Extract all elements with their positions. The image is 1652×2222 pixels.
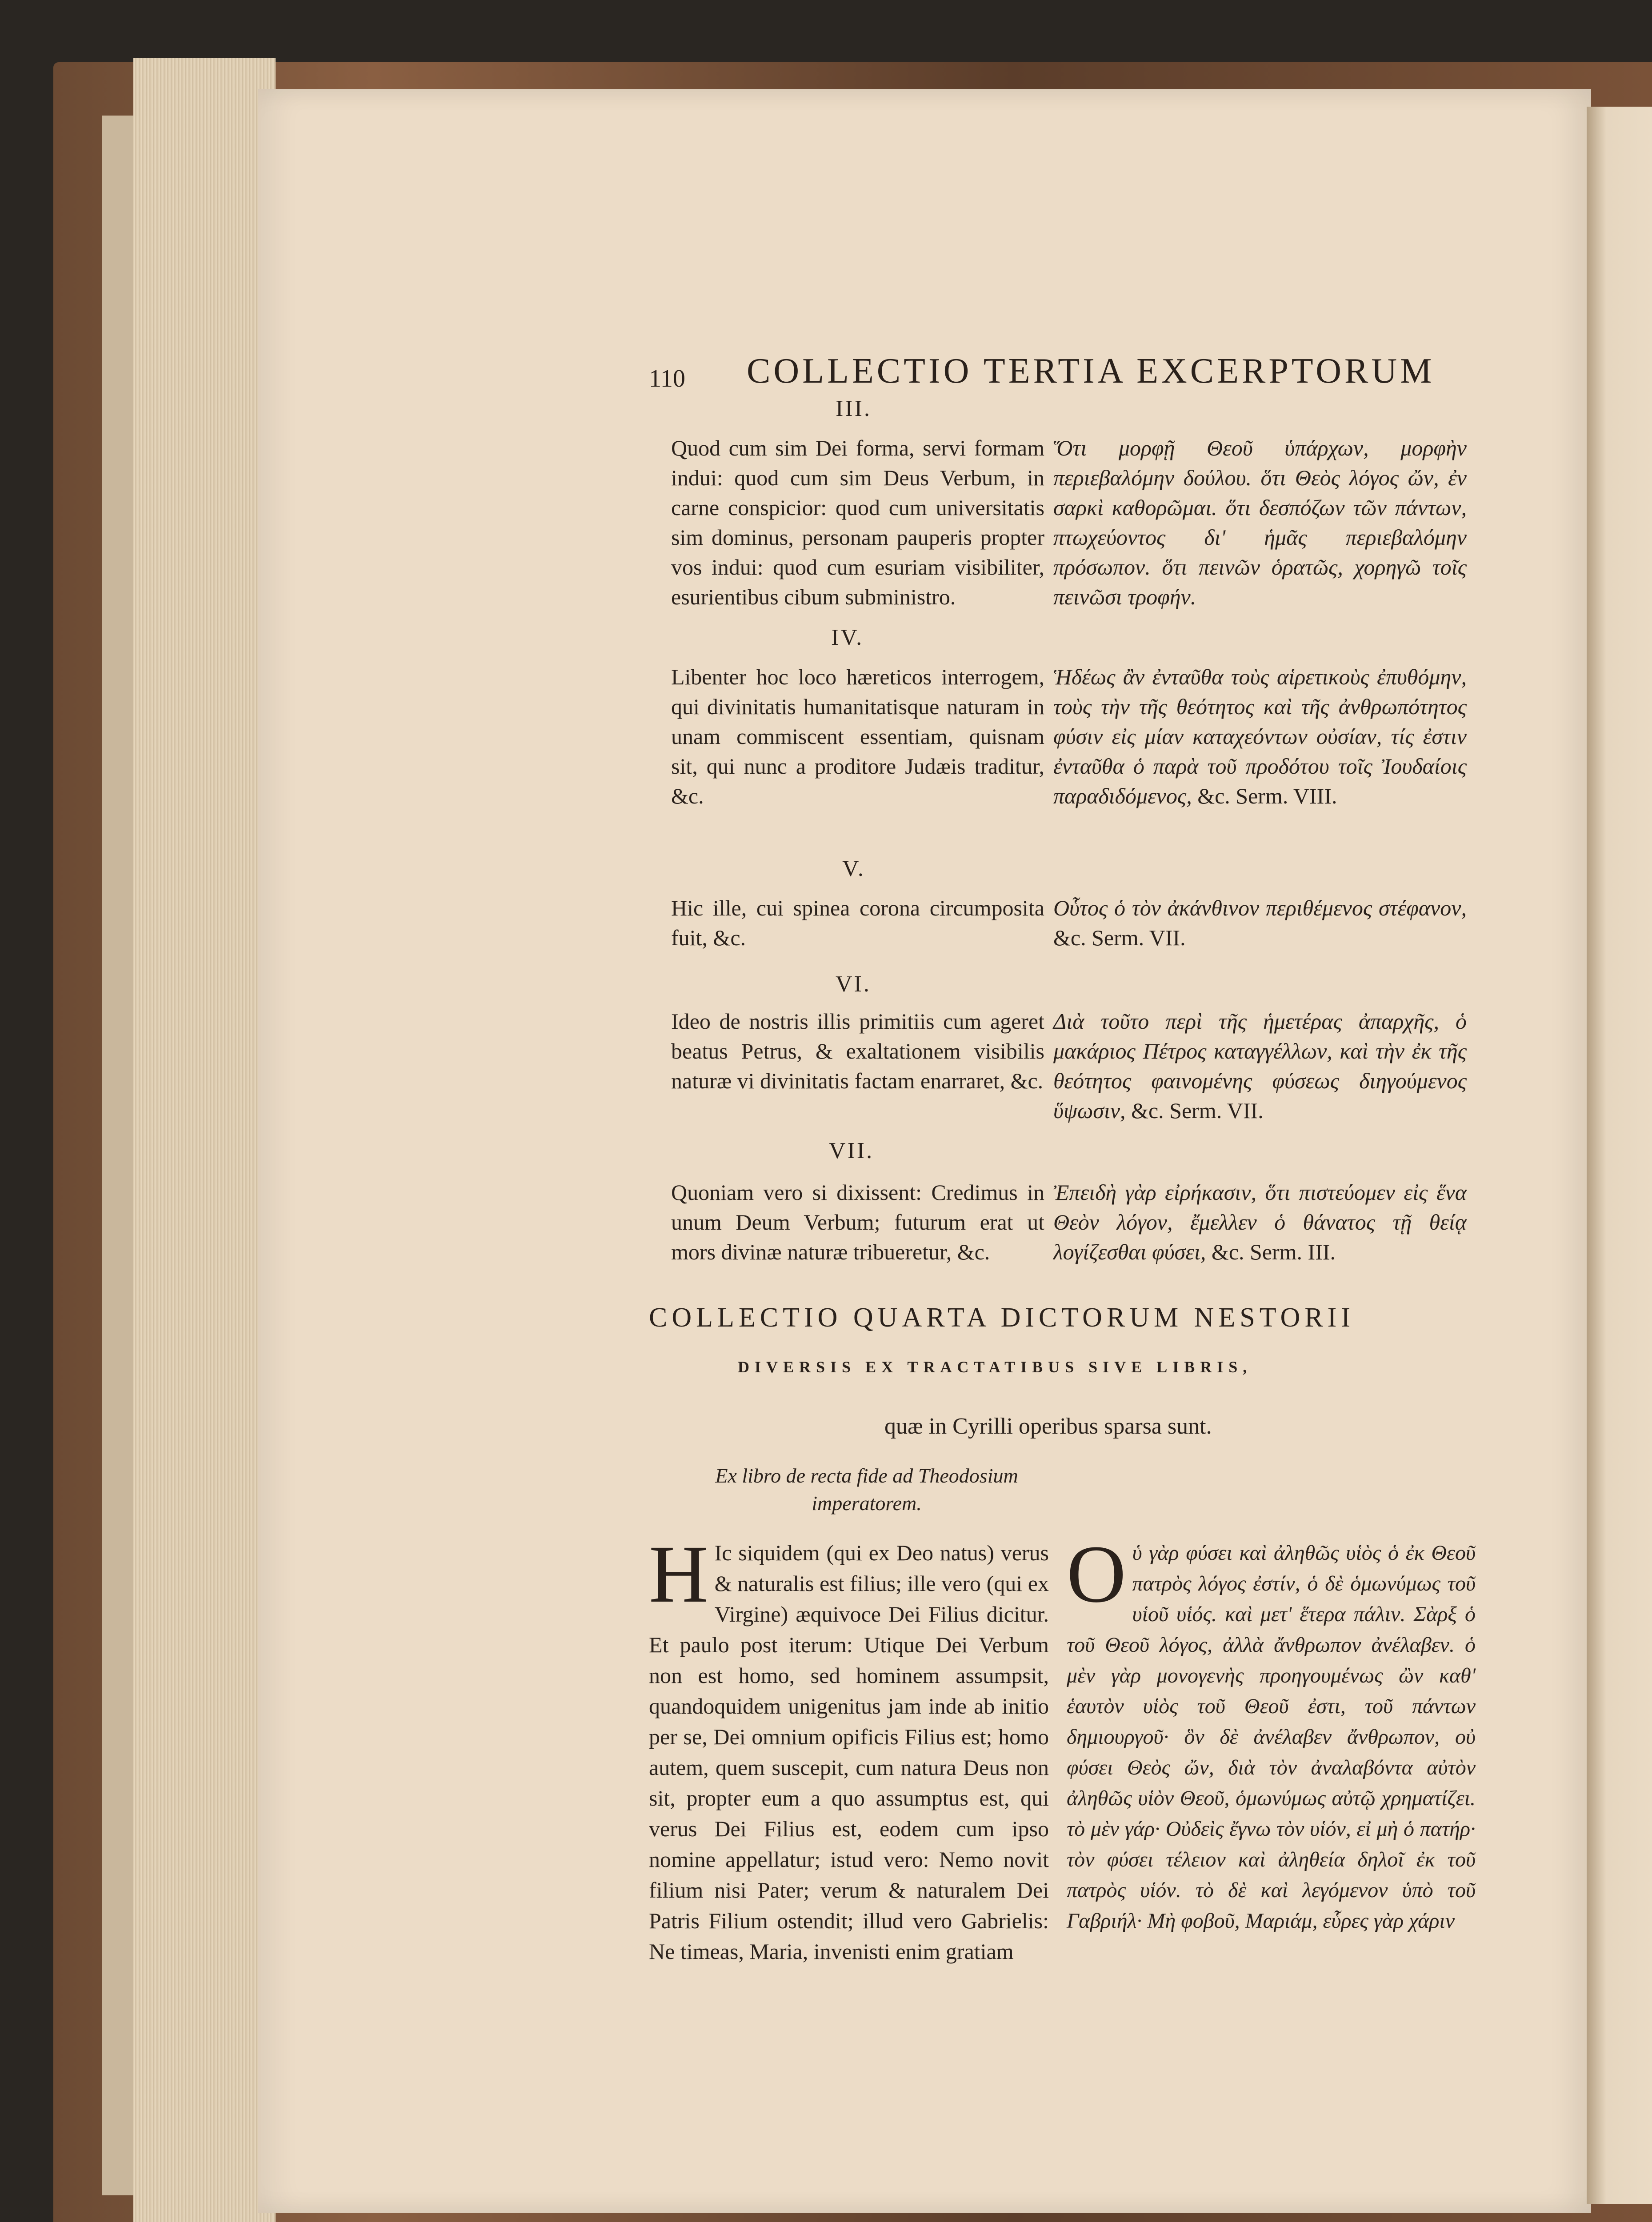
drop-cap-greek: O bbox=[1067, 1529, 1126, 1620]
facing-page-edge bbox=[1587, 107, 1652, 2204]
section-numeral: VII. bbox=[829, 1138, 874, 1163]
greek-text: Ἐπειδὴ γὰρ εἰρήκασιν, ὅτι πιστεύομεν εἰς ἕνα Θεὸν λόγον, ἔμελλεν ὁ θάνατος τῇ θείᾳ λογίζεσθαι φύσει, &c. Serm. III. bbox=[1053, 1180, 1467, 1264]
greek-text: Ὅτι μορφῇ Θεοῦ ὑπάρχων, μορφὴν περιεβαλόμην δούλου. ὅτι Θεὸς λόγος ὤν, ἐν σαρκὶ καθορῶμαι. ὅτι δεσπόζων τῶν πάντων, πτωχεύοντος δι' ἡμᾶς περιεβαλόμην πρόσωπον. ὅτι πεινῶν ὁρατῶς, χορηγῶ τοῖς πεινῶσι τροφήν. bbox=[1053, 436, 1467, 609]
latin-text: Ideo de nostris illis primitiis cum ageret beatus Petrus, & exaltationem visibilis naturæ vi divinitatis factam enarraret, &c. bbox=[671, 1009, 1044, 1093]
greek-text: Ἡδέως ἂν ἐνταῦθα τοὺς αἱρετικοὺς ἐπυθόμην, τοὺς τὴν τῆς θεότητος καὶ τῆς ἀνθρωπότητος φύσιν εἰς μίαν καταχεόντων οὐσίαν, τίς ἐστιν ἐνταῦθα ὁ παρὰ τοῦ προδότου τοῖς Ἰουδαίοις παραδιδόμενος, &c. Serm. VIII. bbox=[1053, 664, 1467, 808]
greek-main-text: O ὑ γὰρ φύσει καὶ ἀληθῶς υἱὸς ὁ ἐκ Θεοῦ πατρὸς λόγος ἐστίν, ὁ δὲ ὁμωνύμως τοῦ υἱοῦ υἱός. καὶ μετ' ἕτερα πάλιν. Σὰρξ ὁ τοῦ Θεοῦ λόγος, ἀλλὰ ἄνθρωπον ἀνέλαβεν. ὁ μὲν γὰρ μονογενὴς προηγουμένως ὢν καθ' ἑαυτὸν υἱὸς τοῦ Θεοῦ ἐστι, τοῦ πάντων δημιουργοῦ· ὃν δὲ ἀνέλαβεν ἄνθρωπον, οὐ φύσει Θεὸς ὤν, διὰ τὸν ἀναλαβόντα αὐτὸν ἀληθῶς υἱὸν Θεοῦ, ὁμωνύμως αὐτῷ χρηματίζει. τὸ μὲν γάρ· Οὐδεὶς ἔγνω τὸν υἱόν, εἰ μὴ ὁ πατήρ· τὸν φύσει τέλειον καὶ ἀληθεία δηλοῖ ἐκ τοῦ πατρὸς υἱόν. τὸ δὲ καὶ λεγόμενον ὑπὸ τοῦ Γαβριήλ· Μὴ φοβοῦ, Μαριάμ, εὗρες γὰρ χάριν bbox=[1067, 1529, 1476, 1933]
latin-text: Libenter hoc loco hæreticos interrogem, qui divinitatis humanitatisque naturam in unam commiscent essentiam, quisnam sit, qui nunc a proditore Judæis traditur, &c. bbox=[671, 664, 1044, 808]
drop-cap-latin: H bbox=[649, 1529, 708, 1620]
greek-text: Διὰ τοῦτο περὶ τῆς ἡμετέρας ἀπαρχῆς, ὁ μακάριος Πέτρος καταγγέλλων, καὶ τὴν ἐκ τῆς θεότητος φαινομένης φύσεως διηγούμενος ὕψωσιν, &c. Serm. VII. bbox=[1053, 1009, 1467, 1123]
latin-main-text: H Ic siquidem (qui ex Deo natus) verus & naturalis est filius; ille vero (qui ex Virgine) æquivoce Dei Filius dicitur. Et paulo post iterum: Utique Dei Verbum non est homo, sed hominem assumpsit, quandoquidem unigenitus jam inde ab initio per se, Dei omnium opificis Filius est; homo autem, quem suscepit, cum natura Deus non sit, propter eum a quo assumptus est, qui verus Dei Filius est, eodem cum ipso nomine appellatur; istud vero: Nemo novit filium nisi Pater; verum & naturalem Dei Patris Filium ostendit; illud vero Gabrielis: Ne timeas, Maria, invenisti enim gratiam bbox=[649, 1529, 1049, 1964]
collectio-heading: COLLECTIO QUARTA DICTORUM NESTORII bbox=[649, 1303, 1355, 1333]
section-numeral: III. bbox=[836, 396, 872, 421]
latin-text: Quod cum sim Dei forma, servi formam indui: quod cum sim Deus Verbum, in carne conspicior: quod cum universitatis sim dominus, personam pauperis propter vos indui: quod cum esuriam visibiliter, esurientibus cibum subministro. bbox=[671, 436, 1044, 609]
latin-text: Quoniam vero si dixissent: Credimus in unum Deum Verbum; futurum erat ut mors divinæ naturæ tribueretur, &c. bbox=[671, 1180, 1044, 1264]
page-edges bbox=[133, 58, 276, 2222]
latin-text: Hic ille, cui spinea corona circumposita fuit, &c. bbox=[671, 895, 1044, 950]
greek-text: Οὗτος ὁ τὸν ἀκάνθινον περιθέμενος στέφανον, &c. Serm. VII. bbox=[1053, 895, 1467, 950]
source-title: Ex libro de recta fide ad Theodosium imperatorem. bbox=[715, 1464, 1018, 1515]
section-numeral: IV. bbox=[831, 625, 864, 650]
collectio-subheading: DIVERSIS EX TRACTATIBUS SIVE LIBRIS, bbox=[738, 1358, 1252, 1376]
page-number: 110 bbox=[649, 365, 685, 392]
collectio-subline: quæ in Cyrilli operibus sparsa sunt. bbox=[884, 1414, 1212, 1439]
running-head: COLLECTIO TERTIA EXCERPTORUM bbox=[747, 352, 1435, 391]
section-numeral: V. bbox=[842, 856, 865, 881]
section-numeral: VI. bbox=[836, 971, 871, 997]
